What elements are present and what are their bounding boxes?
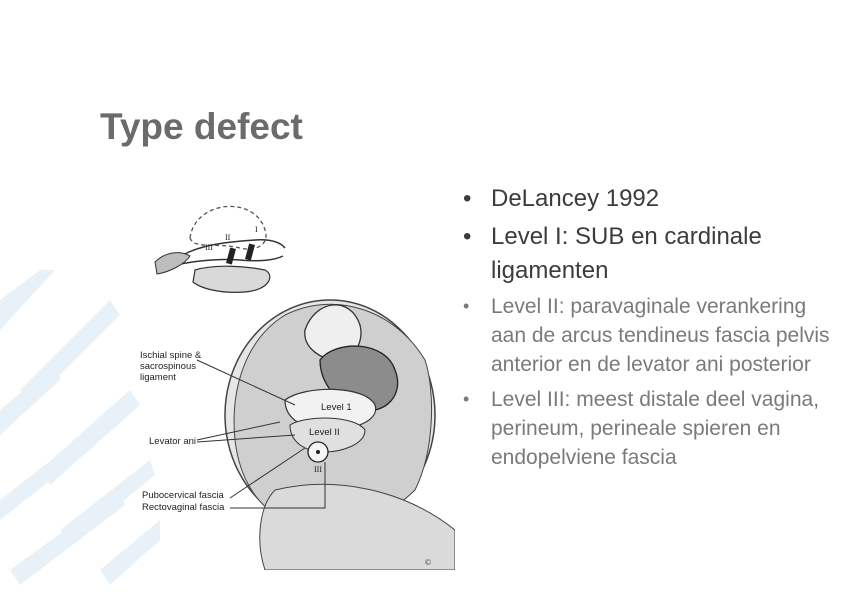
- label-level-2: Level II: [309, 427, 340, 438]
- inset-label-I: I: [255, 225, 258, 234]
- label-rectovaginal-fascia: Rectovaginal fascia: [142, 502, 225, 513]
- label-levator-ani: Levator ani: [149, 436, 197, 447]
- bullet-dot-icon: •: [463, 185, 472, 212]
- label-pubocervical-fascia: Pubocervical fascia: [142, 490, 224, 501]
- label-sacrospinous: sacrospinous: [140, 361, 196, 372]
- bullet-item: [460, 220, 830, 288]
- label-ligament: ligament: [140, 372, 176, 383]
- slide-title: Type defect: [100, 106, 303, 147]
- bullet-text: Level II: paravaginale verankering aan de arcus tendineus fascia pelvis anterior en de levator ani posterior: [491, 295, 830, 376]
- label-level-3: III: [314, 465, 322, 474]
- bullet-text: DeLancey 1992: [491, 185, 660, 212]
- bullet-item: [460, 385, 830, 472]
- label-level-1: Level 1: [321, 402, 352, 413]
- bullet-text: Level III: meest distale deel vagina, perineum, perineale spieren en endopelviene fascia: [491, 388, 820, 469]
- bullet-dot-icon: •: [463, 223, 472, 250]
- bullet-dot-icon: •: [463, 389, 470, 409]
- bullet-text: Level I: SUB en cardinale ligamenten: [491, 223, 762, 284]
- bullet-list: [460, 182, 830, 478]
- bullet-item: [460, 292, 830, 379]
- label-ischial-spine: Ischial spine &: [140, 350, 202, 361]
- bullet-dot-icon: •: [463, 296, 470, 316]
- copyright-mark: ©: [425, 558, 432, 567]
- inset-label-III: III: [205, 243, 213, 252]
- inset-label-II: II: [225, 233, 231, 242]
- pelvis-drawing: [140, 300, 455, 570]
- pelvic-support-levels-illustration: [135, 190, 455, 570]
- inset-vagina-diagram: [155, 206, 285, 292]
- bullet-item: [460, 182, 830, 216]
